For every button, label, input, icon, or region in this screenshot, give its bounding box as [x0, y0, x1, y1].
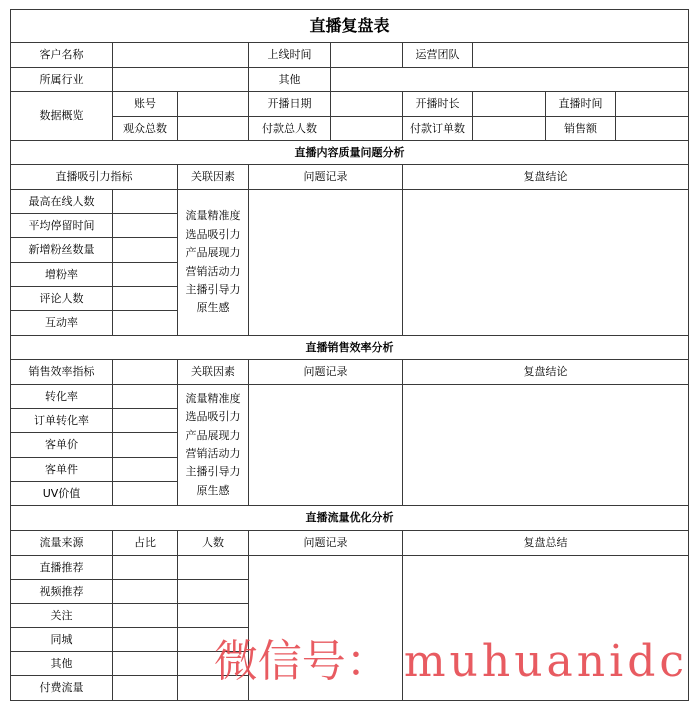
customer-name-label: 客户名称 [11, 43, 113, 68]
sales-conclusion-cell[interactable] [403, 385, 689, 506]
factor-item: 营销活动力 [185, 264, 241, 278]
sales-metric-label: 订单转化率 [11, 409, 113, 433]
factor-item: 主播引导力 [185, 465, 241, 479]
paid-orders-value[interactable] [473, 117, 546, 141]
account-label: 账号 [113, 92, 178, 117]
total-viewers-value[interactable] [178, 117, 249, 141]
traffic-summary-column-header: 复盘总结 [403, 531, 689, 556]
launch-time-label: 上线时间 [249, 43, 331, 68]
traffic-source-label: 其他 [11, 652, 113, 676]
traffic-count-value[interactable] [178, 580, 249, 604]
traffic-count-value[interactable] [178, 556, 249, 580]
factor-item: 产品展现力 [185, 428, 241, 442]
paid-orders-label: 付款订单数 [403, 117, 473, 141]
factor-item: 营销活动力 [185, 447, 241, 460]
sales-factors-column-header: 关联因素 [178, 360, 249, 385]
factor-item: 选品吸引力 [185, 410, 241, 424]
content-metric-label: 新增粉丝数量 [11, 238, 113, 263]
content-metric-value[interactable] [113, 214, 178, 238]
traffic-issues-cell[interactable] [249, 556, 403, 701]
content-factors-list [178, 190, 249, 336]
traffic-source-label: 直播推荐 [11, 556, 113, 580]
ops-team-value[interactable] [473, 43, 689, 68]
traffic-share-value[interactable] [113, 676, 178, 701]
factor-item: 流量精准度 [185, 209, 241, 223]
duration-label: 开播时长 [403, 92, 473, 117]
sales-factors-list [178, 385, 249, 506]
content-conclusion-column-header: 复盘结论 [403, 165, 689, 190]
watermark-prefix: 微信号： [213, 636, 390, 687]
sales-issues-column-header: 问题记录 [249, 360, 403, 385]
traffic-count-value[interactable] [178, 652, 249, 676]
traffic-summary-cell[interactable] [403, 556, 689, 701]
sales-metric-value[interactable] [113, 482, 178, 506]
sales-metric-value[interactable] [113, 385, 178, 409]
page-title: 直播复盘表 [11, 10, 689, 43]
content-metric-value[interactable] [113, 263, 178, 287]
traffic-source-label: 关注 [11, 604, 113, 628]
traffic-share-value[interactable] [113, 628, 178, 652]
duration-value[interactable] [473, 92, 546, 117]
sales-metric-value[interactable] [113, 409, 178, 433]
content-metric-value[interactable] [113, 287, 178, 311]
customer-name-value[interactable] [113, 43, 249, 68]
total-payers-label: 付款总人数 [249, 117, 331, 141]
factor-item: 原生感 [196, 483, 230, 497]
total-payers-value[interactable] [331, 117, 403, 141]
sales-metric-label: UV价值 [11, 482, 113, 506]
content-issues-cell[interactable] [249, 190, 403, 336]
traffic-share-value[interactable] [113, 652, 178, 676]
watermark-id: muhuanidc [403, 636, 688, 687]
sales-label: 销售额 [546, 117, 616, 141]
traffic-count-value[interactable] [178, 628, 249, 652]
factor-item: 流量精准度 [185, 391, 241, 405]
industry-label: 所属行业 [11, 68, 113, 92]
sales-metric-column-header: 销售效率指标 [11, 360, 113, 385]
content-metric-label: 最高在线人数 [11, 190, 113, 214]
sales-metric-label: 客单件 [11, 458, 113, 482]
content-metric-label: 评论人数 [11, 287, 113, 311]
factor-item: 产品展现力 [185, 246, 241, 260]
content-metric-label: 互动率 [11, 311, 113, 336]
content-metric-label: 增粉率 [11, 263, 113, 287]
live-time-value[interactable] [616, 92, 689, 117]
sales-issues-cell[interactable] [249, 385, 403, 506]
traffic-share-value[interactable] [113, 556, 178, 580]
industry-value[interactable] [113, 68, 249, 92]
sales-conclusion-column-header: 复盘结论 [403, 360, 689, 385]
content-metric-value[interactable] [113, 238, 178, 263]
sales-value[interactable] [616, 117, 689, 141]
content-metric-value[interactable] [113, 190, 178, 214]
total-viewers-label: 观众总数 [113, 117, 178, 141]
sales-metric-value[interactable] [113, 433, 178, 458]
account-value[interactable] [178, 92, 249, 117]
traffic-count-value[interactable] [178, 676, 249, 701]
traffic-share-column-header: 占比 [113, 531, 178, 556]
traffic-issues-column-header: 问题记录 [249, 531, 403, 556]
content-metric-value[interactable] [113, 311, 178, 336]
traffic-source-label: 同城 [11, 628, 113, 652]
traffic-share-value[interactable] [113, 580, 178, 604]
traffic-count-column-header: 人数 [178, 531, 249, 556]
content-factors-column-header: 关联因素 [178, 165, 249, 190]
factor-item: 主播引导力 [185, 282, 241, 296]
sales-metric-label: 转化率 [11, 385, 113, 409]
sales-metric-label: 客单价 [11, 433, 113, 458]
start-date-value[interactable] [331, 92, 403, 117]
traffic-source-label: 付费流量 [11, 676, 113, 701]
live-review-table [10, 9, 689, 701]
factor-item: 原生感 [196, 301, 230, 315]
start-date-label: 开播日期 [249, 92, 331, 117]
traffic-source-label: 视频推荐 [11, 580, 113, 604]
sales-efficiency-section-header: 直播销售效率分析 [11, 336, 689, 360]
content-quality-section-header: 直播内容质量问题分析 [11, 141, 689, 165]
factor-item: 选品吸引力 [185, 227, 241, 241]
overview-label: 数据概览 [11, 92, 113, 141]
traffic-share-value[interactable] [113, 604, 178, 628]
sales-metric-value[interactable] [113, 458, 178, 482]
other-label: 其他 [249, 68, 331, 92]
content-metric-column-header: 直播吸引力指标 [11, 165, 178, 190]
content-metric-label: 平均停留时间 [11, 214, 113, 238]
traffic-section-header: 直播流量优化分析 [11, 506, 689, 531]
traffic-count-value[interactable] [178, 604, 249, 628]
sales-metric-header-blank[interactable] [113, 360, 178, 385]
launch-time-value[interactable] [331, 43, 403, 68]
live-time-label: 直播时间 [546, 92, 616, 117]
other-value[interactable] [331, 68, 689, 92]
ops-team-label: 运营团队 [403, 43, 473, 68]
content-conclusion-cell[interactable] [403, 190, 689, 336]
content-issues-column-header: 问题记录 [249, 165, 403, 190]
traffic-source-column-header: 流量来源 [11, 531, 113, 556]
